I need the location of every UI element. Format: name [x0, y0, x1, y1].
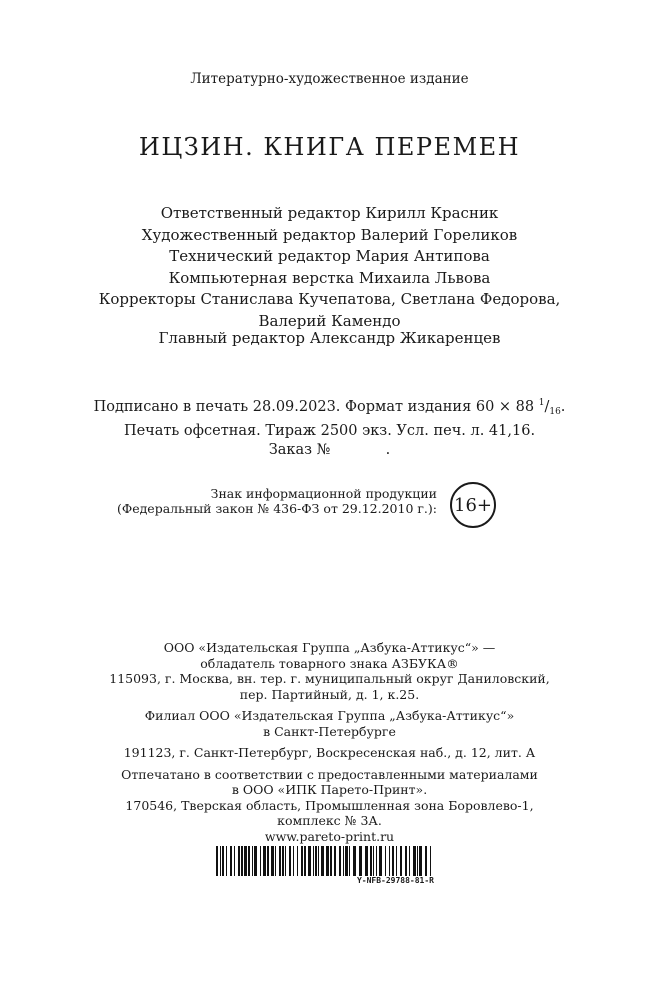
imprint-line: ООО «Издательская Группа „Азбука-Аттикус“» — [163, 640, 496, 655]
barcode-code: Y-NFB-29788-81-R [356, 876, 434, 885]
imprint-line: 170546, Тверская область, Промышленная зона Боровлево-1, [125, 797, 534, 813]
imprint-line: комплекс № 3А. [277, 813, 382, 828]
credit-line: Валерий Камендо [258, 311, 401, 330]
print-line-format: Подписано в печать 28.09.2023. Формат издания 60 × 88 $^1/_{16}$. [93, 398, 566, 417]
credit-line: Компьютерная верстка Михаила Львова [168, 268, 491, 287]
chief-editor: Главный редактор Александр Жикаренцев [158, 329, 501, 347]
staff-credits [0, 203, 659, 332]
edition-type: Литературно-художественное издание [190, 71, 469, 87]
print-line-run: Печать офсетная. Тираж 2500 экз. Усл. печ. л. 41,16. [123, 423, 536, 439]
print-line-order: Заказ № . [268, 442, 391, 458]
imprint-line: пер. Партийный, д. 1, к.25. [239, 686, 420, 702]
credit-line: Корректоры Станислава Кучепатова, Светлана Федорова, [98, 290, 561, 308]
credit-line: Художественный редактор Валерий Гореликов [141, 225, 518, 244]
credit-line: Технический редактор Мария Антипова [169, 247, 490, 265]
barcode [216, 846, 434, 876]
imprint-line: в ООО «ИПК Парето-Принт». [231, 782, 428, 797]
imprint-line: обладатель товарного знака АЗБУКА® [200, 655, 459, 671]
imprint-line: 115093, г. Москва, вн. тер. г. муниципальный округ Даниловский, [109, 671, 550, 686]
print-details [0, 394, 659, 460]
imprint-line: 191123, г. Санкт-Петербург, Воскресенская наб., д. 12, лит. А [123, 745, 536, 760]
credit-line: Ответственный редактор Кирилл Красник [160, 204, 499, 222]
age-rating-badge: 16+ [450, 482, 496, 528]
book-title: ИЦЗИН. КНИГА ПЕРЕМЕН [138, 133, 521, 161]
publisher-imprint [0, 640, 659, 844]
imprint-line: Отпечатано в соответствии с предоставленными материалами [121, 766, 538, 782]
age-rating-label: Знак информационной продукции (Федеральный закон № 436-ФЗ от 29.12.2010 г.): [116, 486, 437, 516]
imprint-line: www.pareto-print.ru [264, 828, 395, 844]
imprint-line: в Санкт-Петербурге [263, 723, 396, 739]
imprint-line: Филиал ООО «Издательская Группа „Азбука-Аттикус“» [144, 708, 515, 723]
